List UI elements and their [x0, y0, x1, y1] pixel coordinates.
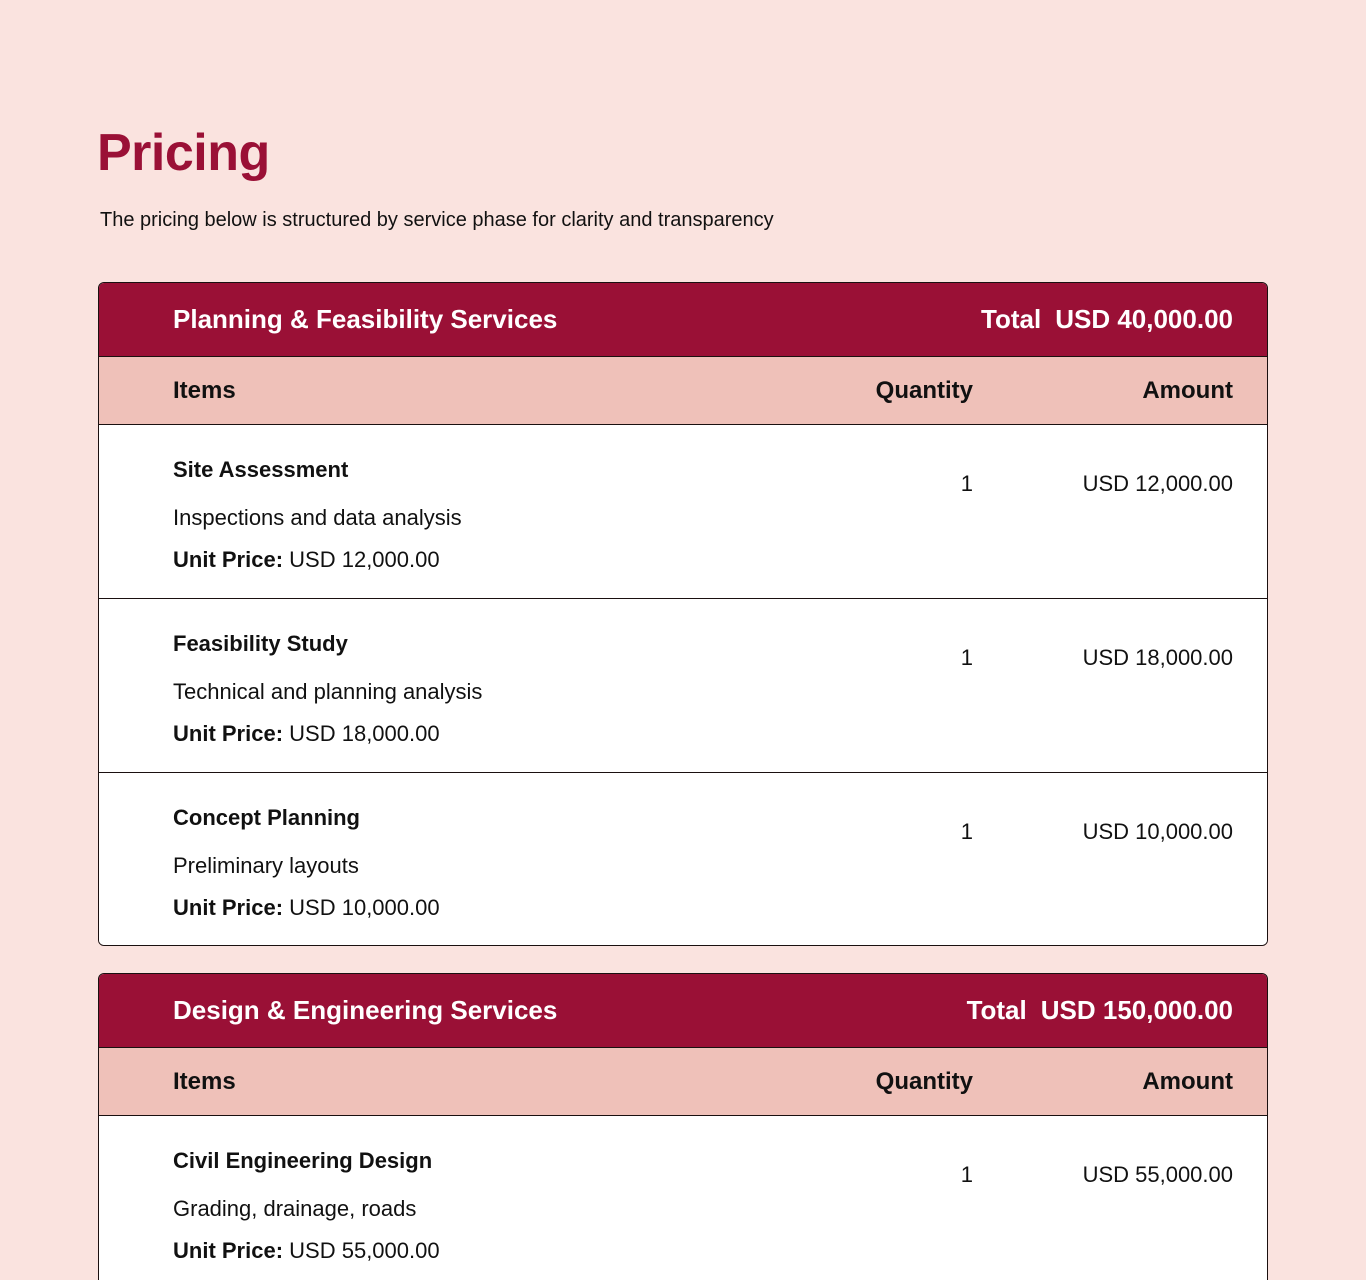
section-total-label: Total [981, 304, 1042, 334]
item-quantity: 1 [960, 819, 973, 844]
column-header-quantity: Quantity [875, 376, 973, 404]
item-quantity: 1 [960, 1162, 973, 1187]
unit-price-label: Unit Price: [173, 721, 284, 746]
column-header-amount: Amount [1142, 376, 1233, 404]
table-row [99, 425, 1267, 599]
column-header-quantity: Quantity [875, 1067, 973, 1095]
column-header-row [99, 1048, 1267, 1116]
item-description: Grading, drainage, roads [173, 1196, 417, 1221]
column-header-items: Items [173, 376, 236, 404]
item-amount: USD 18,000.00 [1082, 645, 1233, 670]
section-title: Planning & Feasibility Services [173, 304, 558, 334]
item-amount: USD 12,000.00 [1082, 471, 1233, 496]
item-unit-price [173, 893, 813, 923]
pricing-section-design [98, 973, 1268, 1280]
item-amount: USD 10,000.00 [1082, 819, 1233, 844]
column-header-amount: Amount [1142, 1067, 1233, 1095]
section-total-label: Total [966, 995, 1027, 1025]
section-total-value: USD 40,000.00 [1055, 304, 1233, 334]
column-header-row [99, 357, 1267, 425]
item-description: Inspections and data analysis [173, 505, 462, 530]
item-description: Preliminary layouts [173, 853, 359, 878]
unit-price-label: Unit Price: [173, 895, 284, 920]
item-amount: USD 55,000.00 [1082, 1162, 1233, 1187]
unit-price-value: USD 10,000.00 [289, 895, 440, 920]
item-name: Concept Planning [173, 805, 360, 830]
unit-price-value: USD 55,000.00 [289, 1238, 440, 1263]
item-quantity: 1 [960, 471, 973, 496]
item-unit-price [173, 1236, 813, 1266]
item-quantity: 1 [960, 645, 973, 670]
section-header [99, 283, 1267, 357]
item-unit-price [173, 545, 813, 575]
page-subtitle: The pricing below is structured by service phase for clarity and transparency [100, 209, 774, 231]
column-header-items: Items [173, 1067, 236, 1095]
item-name: Site Assessment [173, 457, 349, 482]
pricing-section-planning [98, 282, 1268, 946]
item-name: Civil Engineering Design [173, 1148, 433, 1173]
section-total [967, 995, 1233, 1026]
section-total [981, 304, 1233, 335]
item-unit-price [173, 719, 813, 749]
item-description: Technical and planning analysis [173, 679, 483, 704]
table-row [99, 773, 1267, 946]
section-title: Design & Engineering Services [173, 995, 558, 1025]
section-total-value: USD 150,000.00 [1040, 995, 1233, 1025]
unit-price-value: USD 18,000.00 [289, 721, 440, 746]
unit-price-value: USD 12,000.00 [289, 547, 440, 572]
unit-price-label: Unit Price: [173, 1238, 284, 1263]
item-name: Feasibility Study [173, 631, 348, 656]
table-row [99, 599, 1267, 773]
section-header [99, 974, 1267, 1048]
page-title: Pricing [97, 124, 270, 182]
unit-price-label: Unit Price: [173, 547, 284, 572]
table-row [99, 1116, 1267, 1280]
